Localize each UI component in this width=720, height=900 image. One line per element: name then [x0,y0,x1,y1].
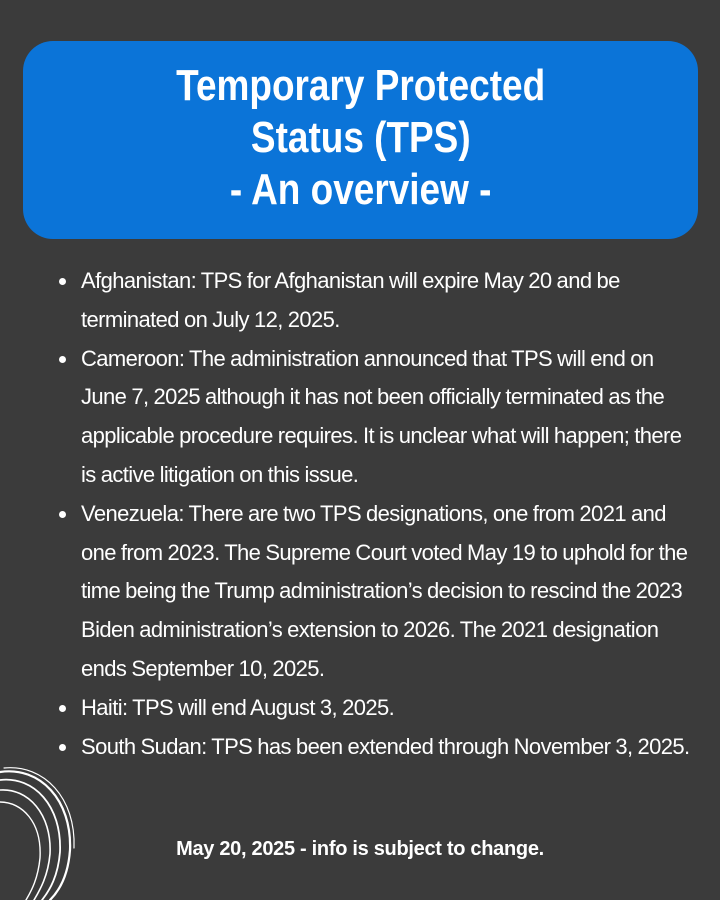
list-item-text: Haiti: TPS will end August 3, 2025. [81,694,395,720]
tps-country-list [54,262,694,766]
list-item-cameroon [54,340,694,495]
list-item-text: Venezuela: There are two TPS designations, one from 2021 and one from 2023. The Supreme Court voted May 19 to uphold for the time being the Trump administration’s decision to rescind the 2023 Biden administration’s extension to 2026. The 2021 designation ends September 10, 2025. [81,500,688,681]
bullet-dot-icon [59,705,66,712]
bullet-dot-icon [59,278,66,285]
title-line-1: Temporary Protected [175,61,546,110]
list-item-text: Cameroon: The administration announced that TPS will end on June 7, 2025 although it has not been officially terminated as the applicable procedure requires. It is unclear what will happen; there is active litigation on this issue. [81,345,682,487]
title-line-2: Status (TPS) [250,113,471,162]
title-line-3: - An overview - [229,165,492,214]
list-item-text: Afghanistan: TPS for Afghanistan will expire May 20 and be terminated on July 12, 2025. [81,268,620,332]
bullet-dot-icon [59,744,66,751]
decorative-swirl-icon [0,760,80,900]
list-item-text: South Sudan: TPS has been extended through November 3, 2025. [81,733,690,759]
footer-note: May 20, 2025 - info is subject to change. [176,838,544,860]
list-item-south-sudan [54,728,694,767]
list-item-afghanistan [54,262,694,340]
title-banner [23,41,698,239]
bullet-dot-icon [59,511,66,518]
bullet-dot-icon [59,356,66,363]
list-item-venezuela [54,495,694,689]
list-item-haiti [54,689,694,728]
